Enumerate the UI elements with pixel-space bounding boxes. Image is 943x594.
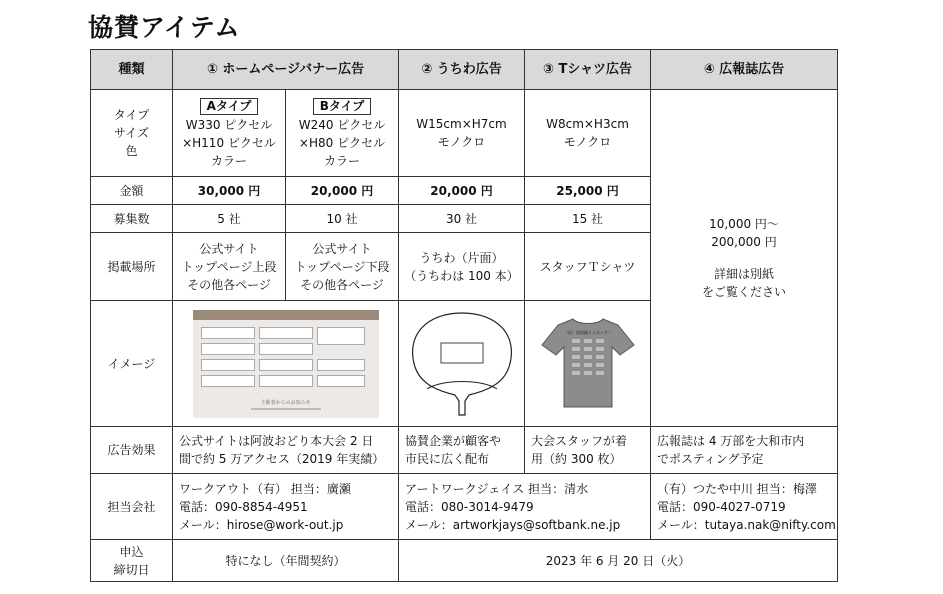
banner-image-cell xyxy=(173,301,399,427)
slots-a: 5 社 xyxy=(173,205,286,233)
type-b-cell: Bタイプ W240 ピクセル ×H80 ピクセル カラー xyxy=(286,90,399,177)
banner-news-heading: 主催者からのお知らせ xyxy=(260,399,311,406)
banner-ad-slot xyxy=(259,327,313,339)
tshirt-illustration xyxy=(538,311,638,411)
deadline-label: 申込 締切日 xyxy=(91,540,173,582)
price-uchiwa: 20,000 円 xyxy=(399,177,525,205)
header-tshirt: ③ Tシャツ広告 xyxy=(525,50,651,90)
place-b: 公式サイト トップページ下段 その他各ページ xyxy=(286,233,399,301)
banner-ad-slot xyxy=(201,343,255,355)
effect-uchiwa: 協賛企業が顧客や 市民に広く配布 xyxy=(399,427,525,474)
type-uchiwa-cell: W15cm×H7cm モノクロ xyxy=(399,90,525,177)
contact-row xyxy=(91,474,838,540)
type-a-tag: Aタイプ xyxy=(200,98,259,115)
effect-banner: 公式サイトは阿波おどり本大会 2 日 間で約 5 万アクセス（2019 年実績） xyxy=(173,427,399,474)
banner-ad-slot xyxy=(201,327,255,339)
banner-ad-slot xyxy=(259,343,313,355)
image-label: イメージ xyxy=(91,301,173,427)
type-a-cell: Aタイプ W330 ピクセル ×H110 ピクセル カラー xyxy=(173,90,286,177)
effect-row xyxy=(91,427,838,474)
slots-b: 10 社 xyxy=(286,205,399,233)
contact-uchiwa-shirt: アートワークジェイス 担当：清水 電話：080-3014-9479 メール：artworkjays@softbank.ne.jp xyxy=(399,474,651,540)
banner-ad-slot xyxy=(259,375,313,387)
banner-mockup-image xyxy=(193,310,379,418)
type-label: タイプ サイズ 色 xyxy=(91,90,173,177)
uchiwa-image-cell xyxy=(399,301,525,427)
contact-magazine: （有）つたや中川 担当：梅澤 電話：090-4027-0719 メール：tutaya.nak@nifty.com xyxy=(651,474,838,540)
place-a: 公式サイト トップページ上段 その他各ページ xyxy=(173,233,286,301)
header-magazine: ④ 広報誌広告 xyxy=(651,50,838,90)
page-title: 協賛アイテム xyxy=(88,13,241,42)
price-b: 20,000 円 xyxy=(286,177,399,205)
contact-label: 担当会社 xyxy=(91,474,173,540)
contact-banner: ワークアウト（有） 担当：廣瀬 電話：090-8854-4951 メール：hirose@work-out.jp xyxy=(173,474,399,540)
banner-ad-slot xyxy=(317,327,365,345)
price-label: 金額 xyxy=(91,177,173,205)
header-kind: 種類 xyxy=(91,50,173,90)
header-row xyxy=(91,50,838,90)
price-a: 30,000 円 xyxy=(173,177,286,205)
deadline-banner: 特になし（年間契約） xyxy=(173,540,399,582)
sponsor-items-table xyxy=(90,49,838,582)
type-row xyxy=(91,90,838,177)
banner-header-photo xyxy=(193,310,379,320)
deadline-others: 2023 年 6 月 20 日（火） xyxy=(399,540,838,582)
effect-label: 広告効果 xyxy=(91,427,173,474)
type-shirt-cell: W8cm×H3cm モノクロ xyxy=(525,90,651,177)
header-banner: ① ホームページバナー広告 xyxy=(173,50,399,90)
slots-uchiwa: 30 社 xyxy=(399,205,525,233)
uchiwa-illustration xyxy=(407,305,517,417)
slots-label: 募集数 xyxy=(91,205,173,233)
banner-ad-slot xyxy=(317,375,365,387)
effect-magazine: 広報誌は 4 万部を大和市内 でポスティング予定 xyxy=(651,427,838,474)
shirt-image-cell xyxy=(525,301,651,427)
price-shirt: 25,000 円 xyxy=(525,177,651,205)
slots-shirt: 15 社 xyxy=(525,205,651,233)
deadline-row xyxy=(91,540,838,582)
banner-ad-slot xyxy=(259,359,313,371)
effect-shirt: 大会スタッフが着 用（約 300 枚） xyxy=(525,427,651,474)
place-shirt: スタッフＴシャツ xyxy=(525,233,651,301)
banner-ad-slot xyxy=(317,359,365,371)
place-uchiwa: うちわ（片面） （うちわは 100 本） xyxy=(399,233,525,301)
header-uchiwa: ② うちわ広告 xyxy=(399,50,525,90)
place-label: 掲載場所 xyxy=(91,233,173,301)
banner-ad-slot xyxy=(201,359,255,371)
tshirt-print-text: （仮）阿波踊りスポンサー xyxy=(563,330,612,335)
magazine-summary-cell: 10,000 円～ 200,000 円 詳細は別紙 をご覧ください xyxy=(651,90,838,427)
type-b-tag: Bタイプ xyxy=(313,98,372,115)
banner-footer-bar xyxy=(251,408,321,410)
banner-ad-slot xyxy=(201,375,255,387)
